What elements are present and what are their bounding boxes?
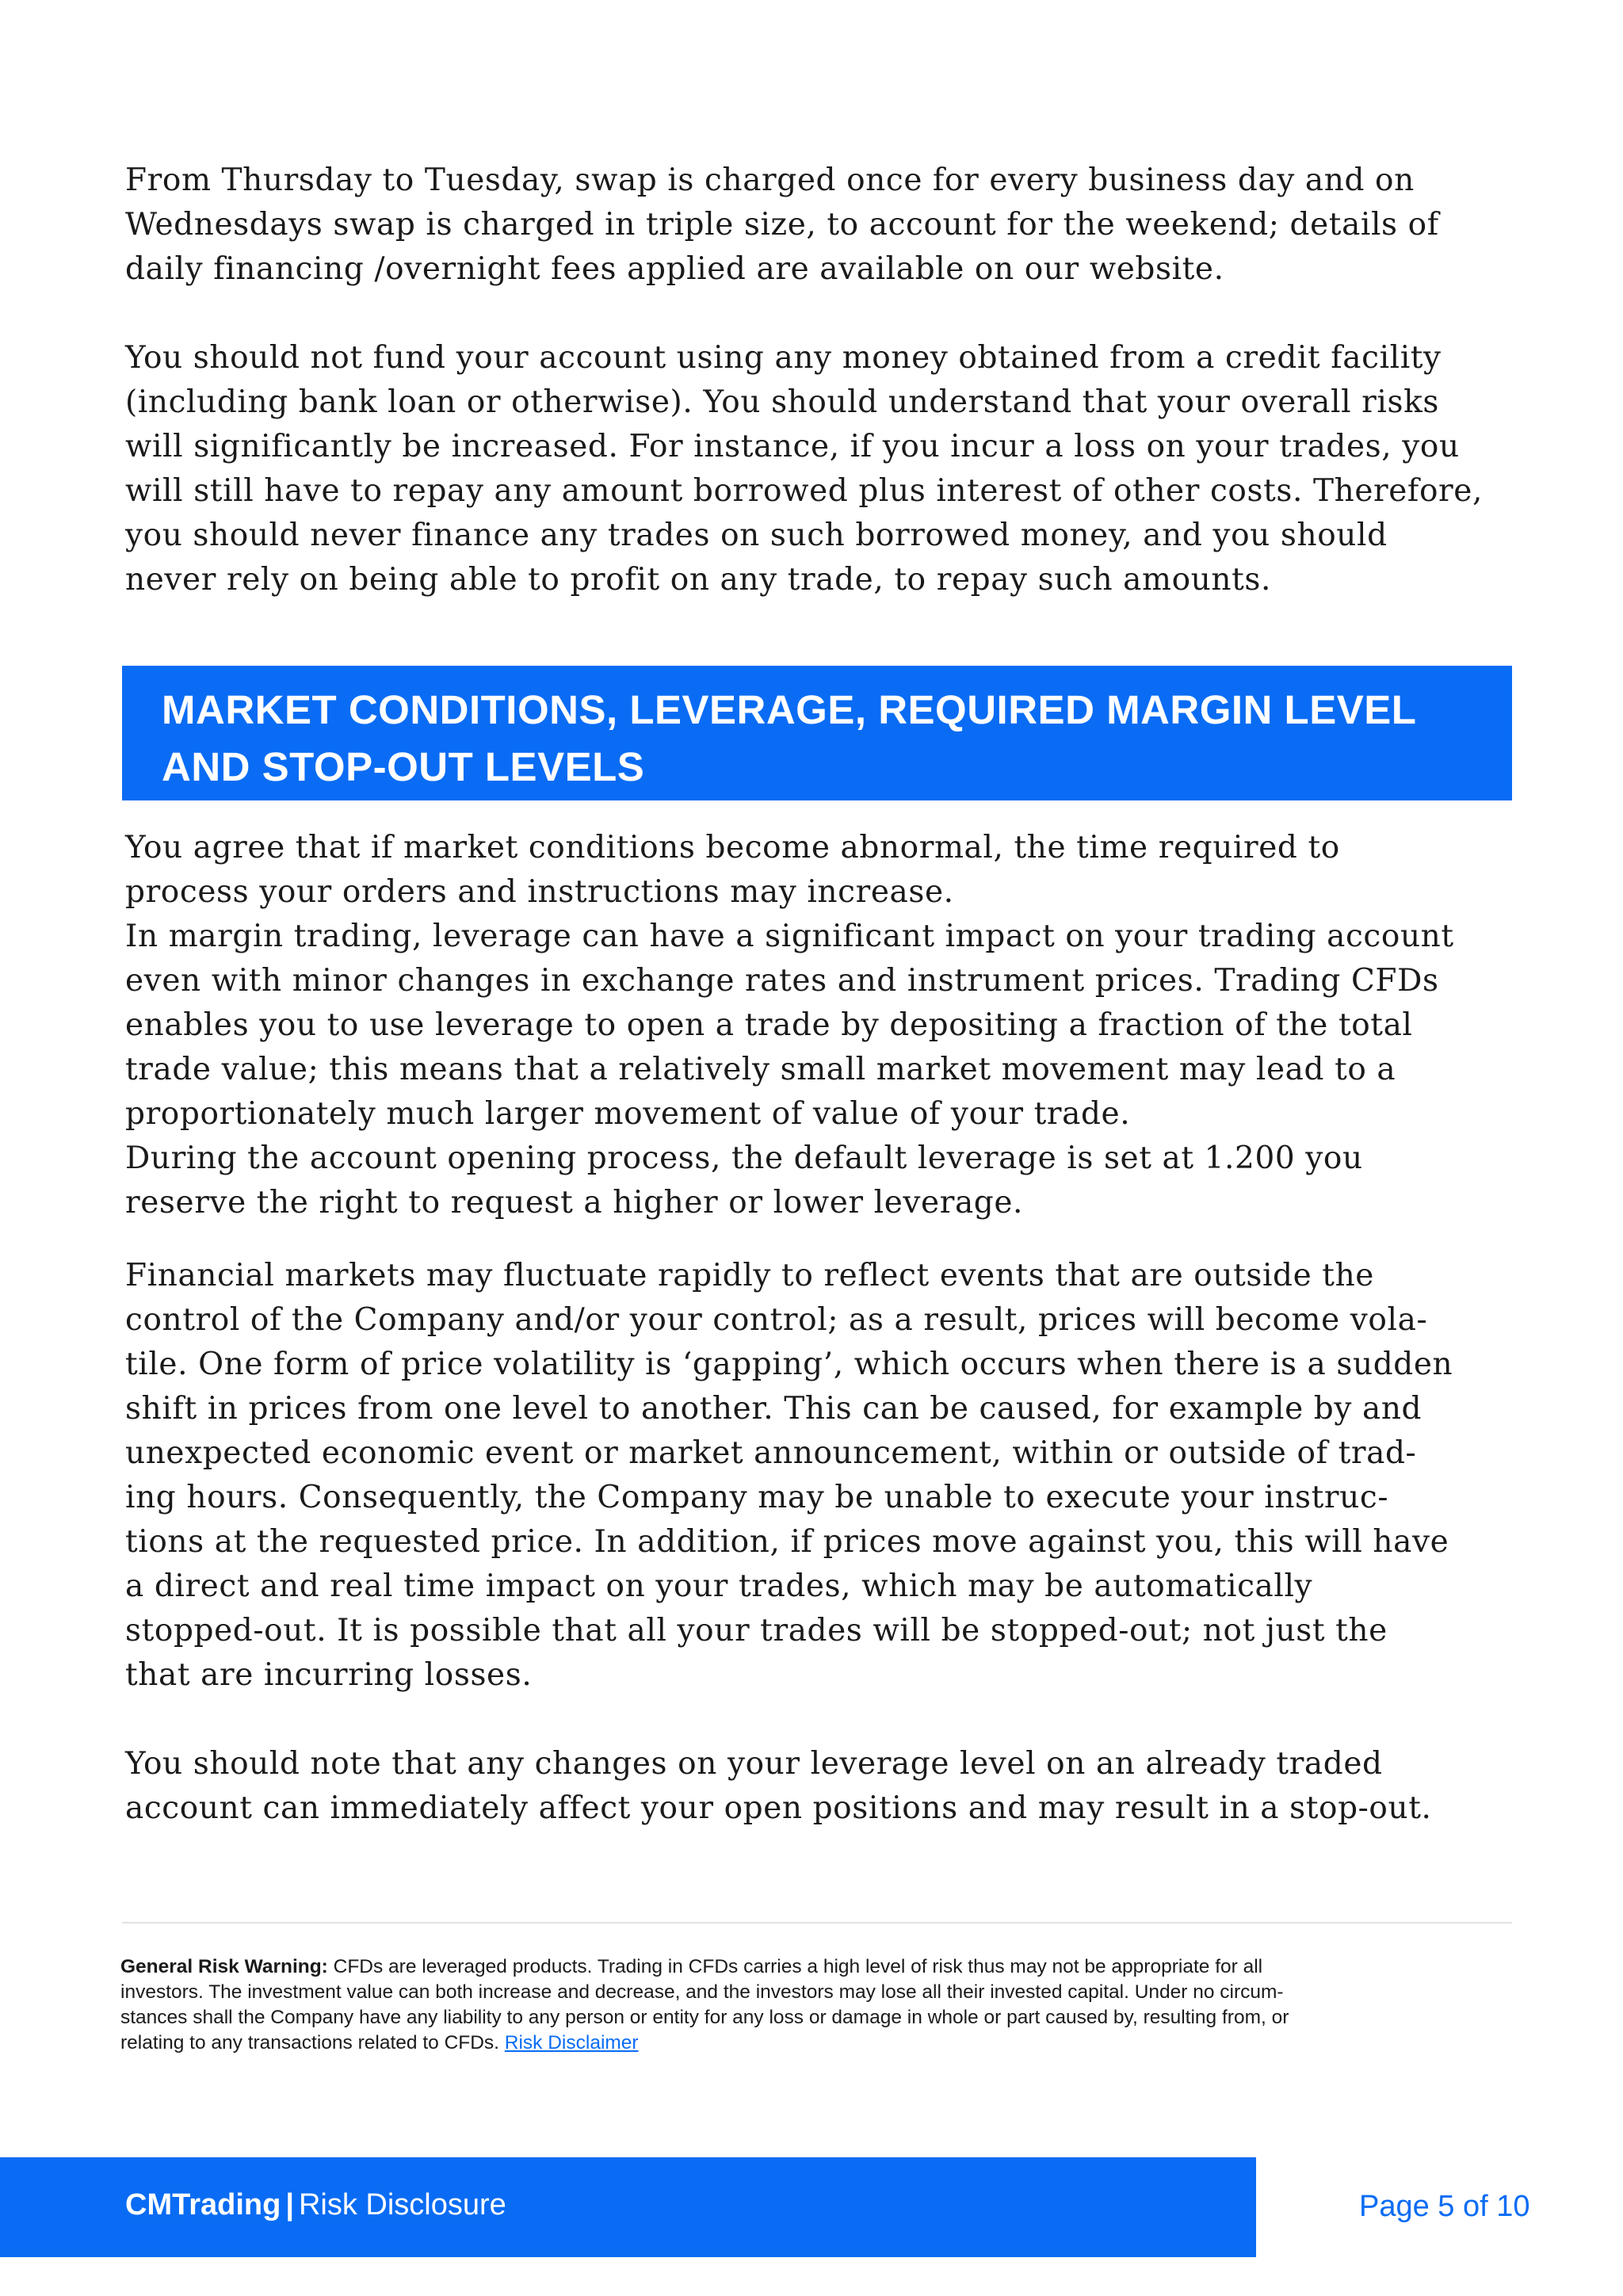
footer-divider [122, 1922, 1512, 1924]
text-line: During the account opening process, the default leverage is set at 1.200 you [125, 1140, 1363, 1176]
text-line: that are incurring losses. [125, 1657, 533, 1693]
paragraph-swap-charges [125, 159, 1520, 292]
risk-warning-label: General Risk Warning: [120, 1956, 328, 1977]
text-line: Financial markets may fluctuate rapidly to reflect events that are outside the [125, 1258, 1374, 1293]
text-line: process your orders and instructions may increase. [125, 874, 954, 910]
text-line: account can immediately affect your open positions and may result in a stop-out. [125, 1790, 1432, 1826]
section-body [125, 826, 1520, 1875]
text-line: unexpected economic event or market announcement, within or outside of trad- [125, 1435, 1417, 1471]
text-line: stopped-out. It is possible that all your trades will be stopped-out; not just the [125, 1613, 1388, 1648]
text-line: never rely on being able to profit on any trade, to repay such amounts. [125, 562, 1271, 598]
text-line: proportionately much larger movement of value of your trade. [125, 1096, 1131, 1132]
risk-warning-text: stances shall the Company have any liability to any person or entity for any loss or damage in whole or part caused by, resulting from, or [120, 2007, 1289, 2028]
intro-text [125, 159, 1520, 647]
text-line: even with minor changes in exchange rates and instrument prices. Trading CFDs [125, 963, 1439, 999]
text-line: enables you to use leverage to open a trade by depositing a fraction of the total [125, 1007, 1413, 1043]
text-line: You should note that any changes on your leverage level on an already traded [125, 1746, 1383, 1782]
footer-brand [125, 2184, 506, 2225]
paragraph-price-volatility [125, 1254, 1520, 1698]
paragraph-market-conditions [125, 826, 1520, 1225]
risk-warning-text: investors. The investment value can both increase and decrease, and the investors may lose all their invested capital. Under no circum- [120, 1981, 1284, 2003]
risk-warning-text: CFDs are leveraged products. Trading in CFDs carries a high level of risk thus may not be appropriate for all [327, 1956, 1263, 1977]
general-risk-warning [120, 1954, 1515, 2056]
text-line: daily financing /overnight fees applied are available on our website. [125, 251, 1224, 287]
paragraph-credit-facility [125, 336, 1520, 602]
document-title: Risk Disclosure [298, 2188, 506, 2222]
risk-warning-text: relating to any transactions related to CFDs. [120, 2032, 505, 2053]
paragraph-leverage-changes [125, 1742, 1520, 1831]
text-line: (including bank loan or otherwise). You should understand that your overall risks [125, 384, 1439, 420]
risk-disclaimer-link[interactable]: Risk Disclaimer [504, 2032, 639, 2053]
section-title-line: AND STOP-OUT LEVELS [162, 744, 645, 789]
text-line: reserve the right to request a higher or lower leverage. [125, 1185, 1024, 1221]
text-line: you should never finance any trades on such borrowed money, and you should [125, 518, 1388, 553]
footer-bar [0, 2157, 1256, 2257]
section-title [162, 682, 1512, 796]
text-line: will significantly be increased. For instance, if you incur a loss on your trades, you [125, 429, 1460, 464]
text-line: ing hours. Consequently, the Company may be unable to execute your instruc- [125, 1480, 1389, 1515]
text-line: You agree that if market conditions become abnormal, the time required to [125, 830, 1340, 865]
text-line: Wednesdays swap is charged in triple size, to account for the weekend; details of [125, 207, 1439, 243]
text-line: tions at the requested price. In addition, if prices move against you, this will have [125, 1524, 1449, 1560]
text-line: will still have to repay any amount borrowed plus interest of other costs. Therefore, [125, 473, 1483, 509]
section-heading-banner [122, 666, 1512, 800]
text-line: a direct and real time impact on your trades, which may be automatically [125, 1568, 1313, 1604]
section-title-line: MARKET CONDITIONS, LEVERAGE, REQUIRED MARGIN LEVEL [162, 687, 1417, 732]
text-line: trade value; this means that a relatively small market movement may lead to a [125, 1052, 1396, 1087]
text-line: From Thursday to Tuesday, swap is charged once for every business day and on [125, 162, 1415, 198]
page-number: Page 5 of 10 [1359, 2190, 1530, 2223]
brand-name: CMTrading [125, 2188, 281, 2222]
brand-separator: | [285, 2188, 294, 2222]
text-line: shift in prices from one level to another. This can be caused, for example by and [125, 1391, 1423, 1427]
text-line: In margin trading, leverage can have a significant impact on your trading account [125, 919, 1454, 954]
text-line: You should not fund your account using any money obtained from a credit facility [125, 340, 1442, 376]
text-line: tile. One form of price volatility is ‘gapping’, which occurs when there is a sudden [125, 1347, 1453, 1382]
text-line: control of the Company and/or your control; as a result, prices will become vola- [125, 1302, 1428, 1338]
